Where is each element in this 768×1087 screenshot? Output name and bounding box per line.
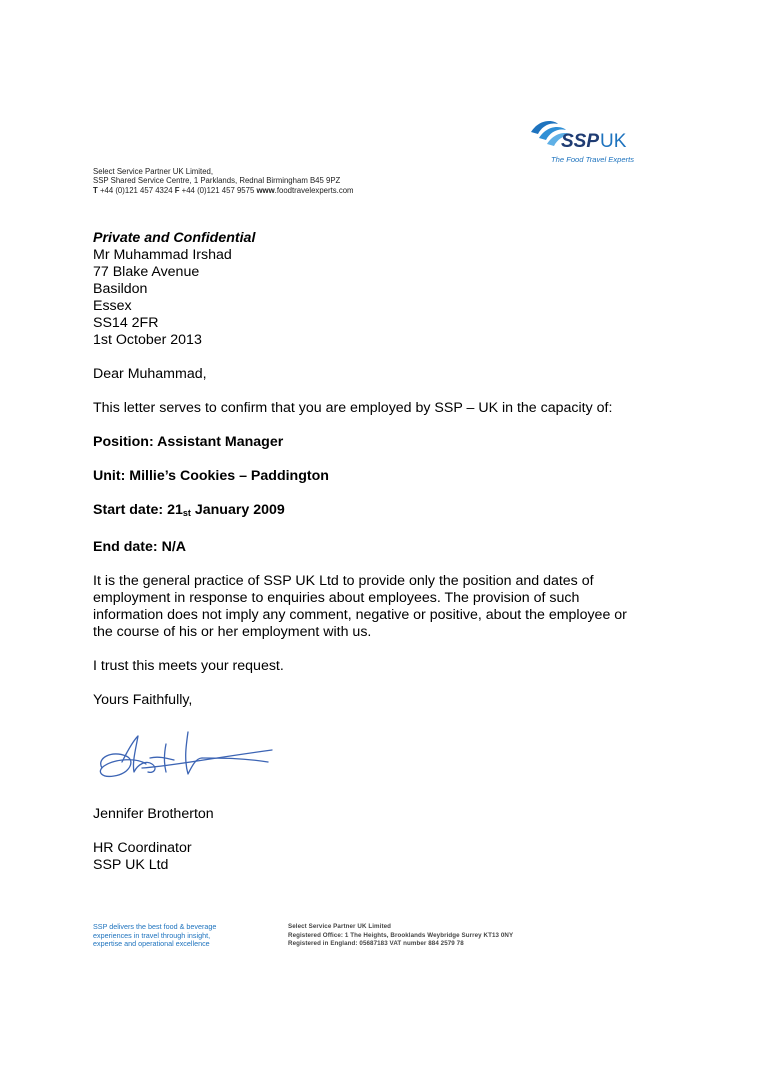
salutation: Dear Muhammad, bbox=[93, 366, 207, 382]
footer-left-line: expertise and operational excellence bbox=[93, 939, 210, 948]
letter-body bbox=[93, 230, 633, 709]
ssp-uk-logo bbox=[528, 106, 635, 166]
footer-left-line: experiences in travel through insight, bbox=[93, 930, 211, 940]
policy-paragraph: It is the general practice of SSP UK Ltd to provide only the position and dates of employment in response to enquiries about employees. The provision of such information does not imply any comment, negative or positive, about the employee or the course of his or her employment with us. bbox=[93, 573, 627, 640]
footer-registration bbox=[288, 923, 513, 949]
recipient-town: Basildon bbox=[93, 281, 148, 297]
confidential-label: Private and Confidential bbox=[93, 230, 256, 246]
footer-right-line: Registered in England: 05687183 VAT number 884 2579 78 bbox=[288, 940, 464, 947]
recipient-postcode: SS14 2FR bbox=[93, 315, 159, 331]
signatory-company: SSP UK Ltd bbox=[93, 857, 169, 873]
intro-paragraph: This letter serves to confirm that you are employed by SSP – UK in the capacity of: bbox=[93, 400, 613, 416]
company-name: Select Service Partner UK Limited, bbox=[93, 167, 214, 176]
unit-line: Unit: Millie’s Cookies – Paddington bbox=[93, 468, 329, 484]
signatory-block bbox=[93, 806, 214, 874]
letter-date: 1st October 2013 bbox=[93, 332, 202, 348]
company-contacts: T +44 (0)121 457 4324 F +44 (0)121 457 9575 www.foodtravelexperts.com bbox=[93, 185, 354, 195]
closing-line: I trust this meets your request. bbox=[93, 658, 284, 674]
logo-region: UK bbox=[600, 131, 627, 152]
recipient-street: 77 Blake Avenue bbox=[93, 264, 200, 280]
logo-brand: SSP bbox=[561, 131, 600, 152]
footer-right-line: Registered Office: 1 The Heights, Brooklands Weybridge Surrey KT13 0NY bbox=[288, 931, 514, 939]
start-date-line: Start date: $21_{st}$ January 2009 bbox=[93, 502, 285, 518]
company-fax: +44 (0)121 457 9575 bbox=[181, 185, 255, 195]
company-header bbox=[93, 167, 354, 195]
signatory-name: Jennifer Brotherton bbox=[93, 806, 214, 822]
company-web: .foodtravelexperts.com bbox=[274, 185, 354, 195]
company-tel: +44 (0)121 457 4324 bbox=[99, 185, 173, 195]
position-line: Position: Assistant Manager bbox=[93, 434, 284, 450]
signatory-title: HR Coordinator bbox=[93, 840, 192, 856]
end-date-line: End date: N/A bbox=[93, 539, 187, 555]
recipient-name: Mr Muhammad Irshad bbox=[93, 247, 232, 263]
logo-tagline: The Food Travel Experts bbox=[551, 155, 635, 164]
sign-off: Yours Faithfully, bbox=[93, 692, 193, 708]
footer-right-line: Select Service Partner UK Limited bbox=[288, 923, 392, 930]
company-address: SSP Shared Service Centre, 1 Parklands, Rednal Birmingham B45 9PZ bbox=[93, 176, 341, 186]
recipient-county: Essex bbox=[93, 298, 132, 314]
footer-tagline bbox=[93, 923, 216, 949]
handwritten-signature bbox=[92, 728, 277, 790]
footer-left-line: SSP delivers the best food & beverage bbox=[93, 922, 217, 931]
